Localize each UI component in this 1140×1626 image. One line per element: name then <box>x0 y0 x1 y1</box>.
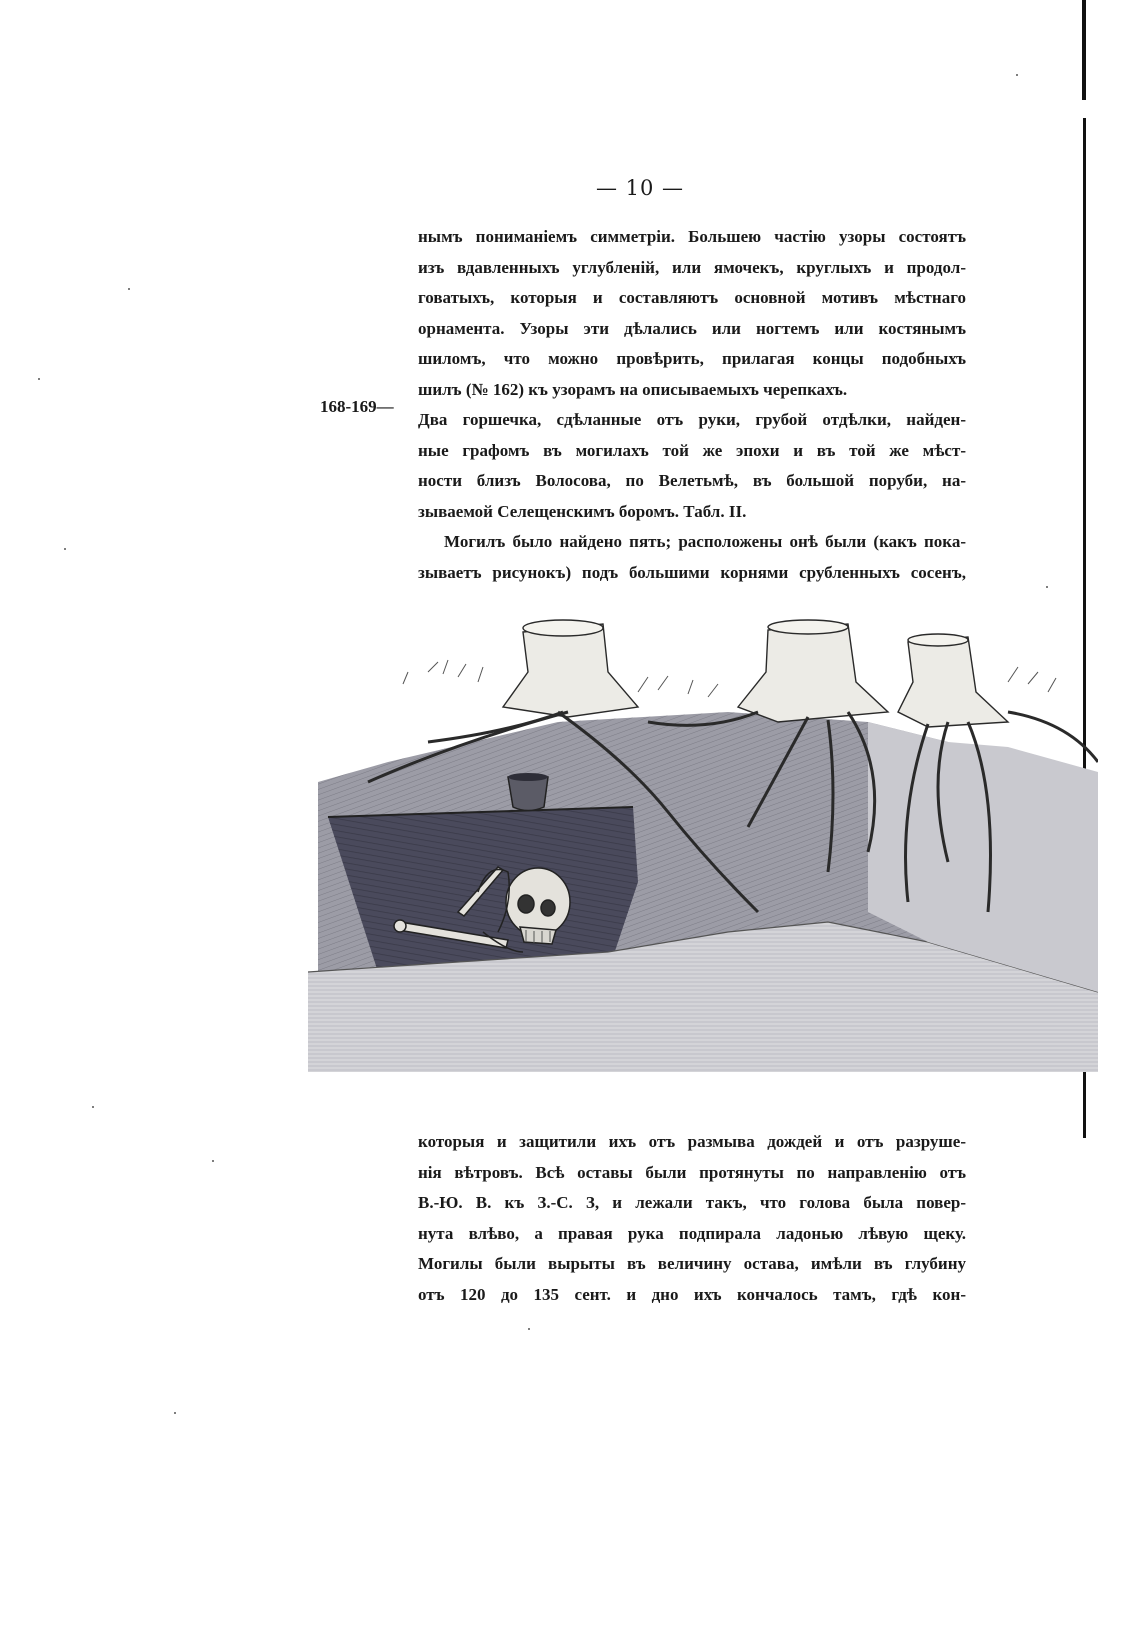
speck <box>528 1328 530 1330</box>
text-line: говатыхъ, которыя и составляютъ основной мотивъ мѣстнаго <box>418 288 966 307</box>
text-line: шилъ (№ 162) къ узорамъ на описываемыхъ черепкахъ. <box>418 379 848 399</box>
text-line: Могилъ было найдено пять; расположены онѣ были (какъ пока- <box>444 532 966 551</box>
text-line: орнамента. Узоры эти дѣлались или ногтемъ или костянымъ <box>418 318 966 338</box>
text-line: Могилы были вырыты въ величину остава, имѣли въ глубину <box>418 1254 966 1273</box>
text-line: изъ вдавленныхъ углубленій, или ямочекъ, круглыхъ и продол- <box>418 257 966 277</box>
entry-number: 168-169— <box>320 397 394 416</box>
text-line: зываетъ рисунокъ) подъ большими корнями срубленныхъ сосенъ, <box>418 562 966 582</box>
speck <box>128 288 130 290</box>
scan-edge-mark-top <box>1082 0 1086 100</box>
text-line: нута влѣво, а правая рука подпирала ладонью лѣвую щеку. <box>418 1223 966 1243</box>
text-block-lower <box>418 1127 966 1310</box>
speck <box>1046 586 1048 588</box>
speck <box>64 548 66 550</box>
text-line: нія вѣтровъ. Всѣ оставы были протянуты по направленію отъ <box>418 1162 966 1182</box>
entry-text-line: ности близъ Волосова, по Велетьмѣ, въ большой поруби, на- <box>418 471 966 490</box>
text-line: В.-Ю. В. къ З.-С. З, и лежали такъ, что голова была повер- <box>418 1193 966 1212</box>
text-line: которыя и защитили ихъ отъ размыва дождей и отъ разруше- <box>418 1132 966 1151</box>
speck <box>174 1412 176 1414</box>
entry-text-line: Два горшечка, сдѣланные отъ руки, грубой отдѣлки, найден- <box>418 410 966 429</box>
grave-illustration <box>308 612 1098 1072</box>
entry-text-line: зываемой Селещенскимъ боромъ. Табл. II. <box>418 501 747 521</box>
text-block-upper <box>418 222 966 588</box>
text-line: шиломъ, что можно провѣрить, прилагая концы подобныхъ <box>418 349 966 368</box>
speck <box>1016 74 1018 76</box>
text-line: отъ 120 до 135 сент. и дно ихъ кончалось тамъ, гдѣ кон- <box>418 1284 966 1304</box>
speck <box>38 378 40 380</box>
page-number: — 10 — <box>595 176 685 200</box>
text-line: нымъ пониманіемъ симметріи. Большею частію узоры состоятъ <box>418 227 966 246</box>
tree-stump <box>503 620 1008 727</box>
speck <box>92 1106 94 1108</box>
speck <box>212 1160 214 1162</box>
entry-text-line: ные графомъ въ могилахъ той же эпохи и въ той же мѣст- <box>418 440 966 460</box>
